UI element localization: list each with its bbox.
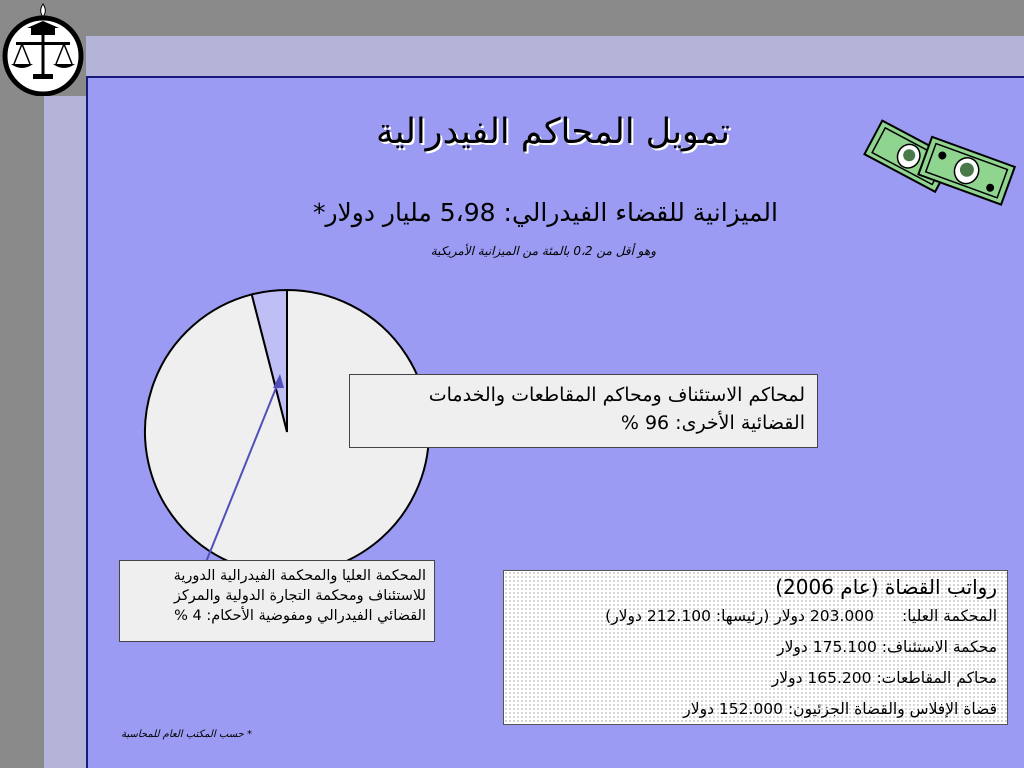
- callout-large-slice: [349, 374, 818, 448]
- header-band: [86, 36, 1024, 76]
- salary-row-bankruptcy: قضاة الإفلاس والقضاة الجزئيون: 152.000 دولار: [683, 700, 997, 718]
- callout-small-line1: المحكمة العليا والمحكمة الفيدرالية الدورية: [173, 568, 426, 584]
- callout-small-slice: [119, 560, 435, 642]
- salary-supreme-value: 203.000 دولار (رئيسها: 212.100 دولار): [605, 607, 874, 625]
- salary-row-supreme: [510, 601, 997, 632]
- salaries-heading: رواتب القضاة (عام 2006): [775, 575, 997, 599]
- top-frame: [0, 0, 1024, 36]
- callout-small-line2: للاستئناف ومحكمة التجارة الدولية والمركز: [173, 588, 426, 604]
- callout-large-line2: القضائية الأخرى: 96 %: [620, 412, 805, 434]
- budget-note: وهو أقل من 0،2 بالمئة من الميزانية الأمريكية: [430, 244, 656, 258]
- salary-supreme-label: المحكمة العليا:: [901, 607, 997, 625]
- money-bills-icon: [860, 118, 1018, 213]
- slide-title: تمويل المحاكم الفيدرالية: [375, 112, 730, 152]
- callout-small-line3: القضائي الفيدرالي ومفوضية الأحكام: 4 %: [174, 608, 426, 624]
- salary-row-district: محاكم المقاطعات: 165.200 دولار: [771, 669, 997, 687]
- callout-large-line1: لمحاكم الاستئناف ومحاكم المقاطعات والخدمات: [428, 384, 805, 406]
- scales-of-justice-icon: [0, 0, 86, 96]
- footnote: * حسب المكتب العام للمحاسبة: [121, 729, 252, 740]
- salary-row-appeals: محكمة الاستئناف: 175.100 دولار: [777, 638, 997, 656]
- salaries-box: [503, 570, 1008, 725]
- left-band: [44, 76, 86, 768]
- budget-subtitle: الميزانية للقضاء الفيدرالي: 5،98 مليار دولار*: [312, 198, 778, 227]
